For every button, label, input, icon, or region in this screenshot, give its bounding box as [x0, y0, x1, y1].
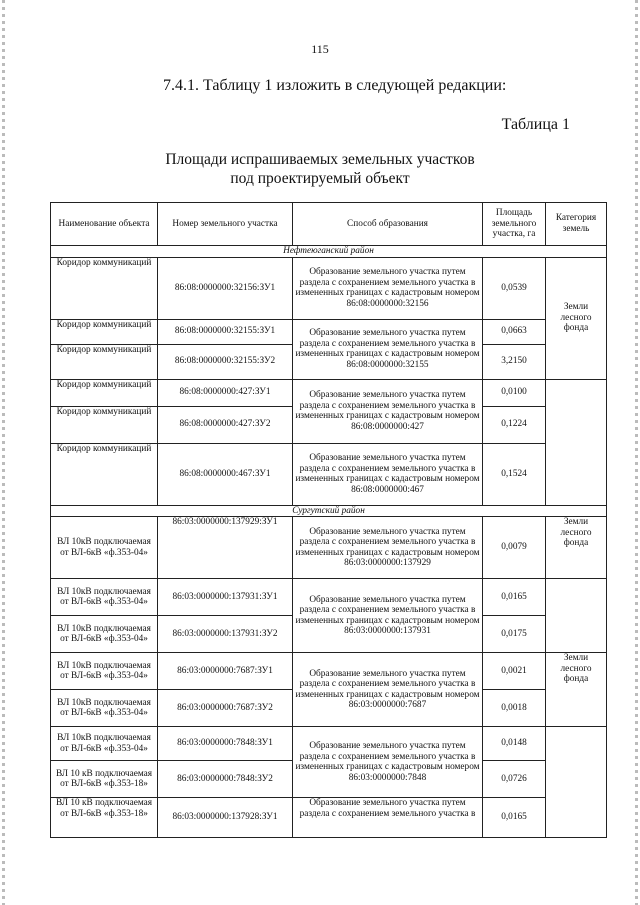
row-number: 86:03:0000000:137931:ЗУ1 [158, 579, 293, 616]
table-row [51, 443, 607, 505]
amendment-instruction: 7.4.1. Таблицу 1 изложить в следующей редакции: [163, 77, 507, 94]
table-row [51, 798, 607, 838]
row-name: Коридор коммуникаций [51, 257, 158, 319]
row-name: ВЛ 10 кВ подключаемая от ВЛ-6кВ «ф.353-18» [51, 761, 158, 798]
row-area: 0,0165 [483, 579, 546, 616]
row-category-empty [546, 379, 607, 505]
row-number: 86:03:0000000:7687:ЗУ2 [158, 690, 293, 727]
table-label: Таблица 1 [501, 116, 570, 133]
row-area: 0,1224 [483, 406, 546, 443]
row-area: 0,0148 [483, 727, 546, 761]
district-nefteyugansk: Нефтеюганский район [51, 246, 607, 258]
district-surgut: Сургутский район [51, 505, 607, 517]
row-area: 3,2150 [483, 344, 546, 379]
row-area: 0,1524 [483, 443, 546, 505]
row-category: Земли лесного фонда [546, 517, 607, 579]
row-number: 86:08:0000000:427:ЗУ2 [158, 406, 293, 443]
table-row [51, 579, 607, 616]
col-header-method: Способ образования [293, 203, 483, 246]
row-name: ВЛ 10кВ подключаемая от ВЛ-6кВ «ф.353-04» [51, 517, 158, 579]
heading-line-1: Площади испрашиваемых земельных участков [165, 151, 475, 168]
row-name: Коридор коммуникаций [51, 379, 158, 406]
row-category-empty [546, 727, 607, 838]
table-row [51, 727, 607, 761]
row-area: 0,0663 [483, 319, 546, 344]
row-method: Образование земельного участка путем раздела с сохранением земельного участка в измененных границах с кадастровым номером 86:03:0000000:7848 [293, 727, 483, 798]
row-method: Образование земельного участка путем раздела с сохранением земельного участка в измененных границах с кадастровым номером 86:08:0000000:32155 [293, 319, 483, 379]
row-name: Коридор коммуникаций [51, 443, 158, 505]
row-number: 86:03:0000000:137929:ЗУ1 [158, 517, 293, 579]
row-method: Образование земельного участка путем раздела с сохранением земельного участка в измененных границах с кадастровым номером 86:03:0000000:7687 [293, 653, 483, 727]
row-name: Коридор коммуникаций [51, 406, 158, 443]
row-area: 0,0539 [483, 257, 546, 319]
row-name: ВЛ 10кВ подключаемая от ВЛ-6кВ «ф.353-04» [51, 727, 158, 761]
row-number: 86:08:0000000:32155:ЗУ2 [158, 344, 293, 379]
row-method: Образование земельного участка путем раздела с сохранением земельного участка в измененных границах с кадастровым номером 86:03:0000000:137931 [293, 579, 483, 653]
table-row [51, 379, 607, 406]
col-header-name: Наименование объекта [51, 203, 158, 246]
scan-edge-left [2, 0, 5, 905]
table-row [51, 517, 607, 579]
row-number: 86:08:0000000:32155:ЗУ1 [158, 319, 293, 344]
row-number: 86:03:0000000:7848:ЗУ1 [158, 727, 293, 761]
table-row [51, 653, 607, 690]
row-name: ВЛ 10кВ подключаемая от ВЛ-6кВ «ф.353-04» [51, 653, 158, 690]
row-category: Земли лесного фонда [546, 653, 607, 727]
land-plots-table [50, 202, 607, 838]
col-header-area: Площадь земельного участка, га [483, 203, 546, 246]
table-header-row [51, 203, 607, 246]
row-method: Образование земельного участка путем раздела с сохранением земельного участка в измененных границах с кадастровым номером 86:03:0000000:137929 [293, 517, 483, 579]
row-name: Коридор коммуникаций [51, 319, 158, 344]
row-number: 86:03:0000000:137928:ЗУ1 [158, 798, 293, 838]
page-number: 115 [311, 42, 329, 56]
row-method: Образование земельного участка путем раздела с сохранением земельного участка в измененных границах с кадастровым номером 86:08:0000000:427 [293, 379, 483, 443]
row-name: ВЛ 10кВ подключаемая от ВЛ-6кВ «ф.353-04» [51, 690, 158, 727]
district-row [51, 505, 607, 517]
scan-edge-right [635, 0, 638, 905]
row-method: Образование земельного участка путем раздела с сохранением земельного участка в измененных границах с кадастровым номером 86:08:0000000:467 [293, 443, 483, 505]
row-area: 0,0726 [483, 761, 546, 798]
heading-line-2: под проектируемый объект [230, 170, 410, 187]
row-name: Коридор коммуникаций [51, 344, 158, 379]
row-area: 0,0021 [483, 653, 546, 690]
row-number: 86:03:0000000:7687:ЗУ1 [158, 653, 293, 690]
col-header-number: Номер земельного участка [158, 203, 293, 246]
row-name: ВЛ 10кВ подключаемая от ВЛ-6кВ «ф.353-04» [51, 616, 158, 653]
row-number: 86:08:0000000:467:ЗУ1 [158, 443, 293, 505]
row-number: 86:08:0000000:32156:ЗУ1 [158, 257, 293, 319]
table-row [51, 257, 607, 319]
row-name: ВЛ 10кВ подключаемая от ВЛ-6кВ «ф.353-04» [51, 579, 158, 616]
row-area: 0,0018 [483, 690, 546, 727]
col-header-category: Категория земель [546, 203, 607, 246]
row-number: 86:08:0000000:427:ЗУ1 [158, 379, 293, 406]
table-heading [0, 150, 640, 188]
row-method: Образование земельного участка путем раздела с сохранением земельного участка в [293, 798, 483, 838]
row-area: 0,0100 [483, 379, 546, 406]
table-row [51, 319, 607, 344]
district-row [51, 246, 607, 258]
row-category-empty [546, 579, 607, 653]
row-number: 86:03:0000000:7848:ЗУ2 [158, 761, 293, 798]
row-area: 0,0175 [483, 616, 546, 653]
row-name: ВЛ 10 кВ подключаемая от ВЛ-6кВ «ф.353-18» [51, 798, 158, 838]
row-method: Образование земельного участка путем раздела с сохранением земельного участка в измененных границах с кадастровым номером 86:08:0000000:32156 [293, 257, 483, 319]
row-number: 86:03:0000000:137931:ЗУ2 [158, 616, 293, 653]
row-area: 0,0165 [483, 798, 546, 838]
row-category: Земли лесного фонда [546, 257, 607, 379]
row-area: 0,0079 [483, 517, 546, 579]
